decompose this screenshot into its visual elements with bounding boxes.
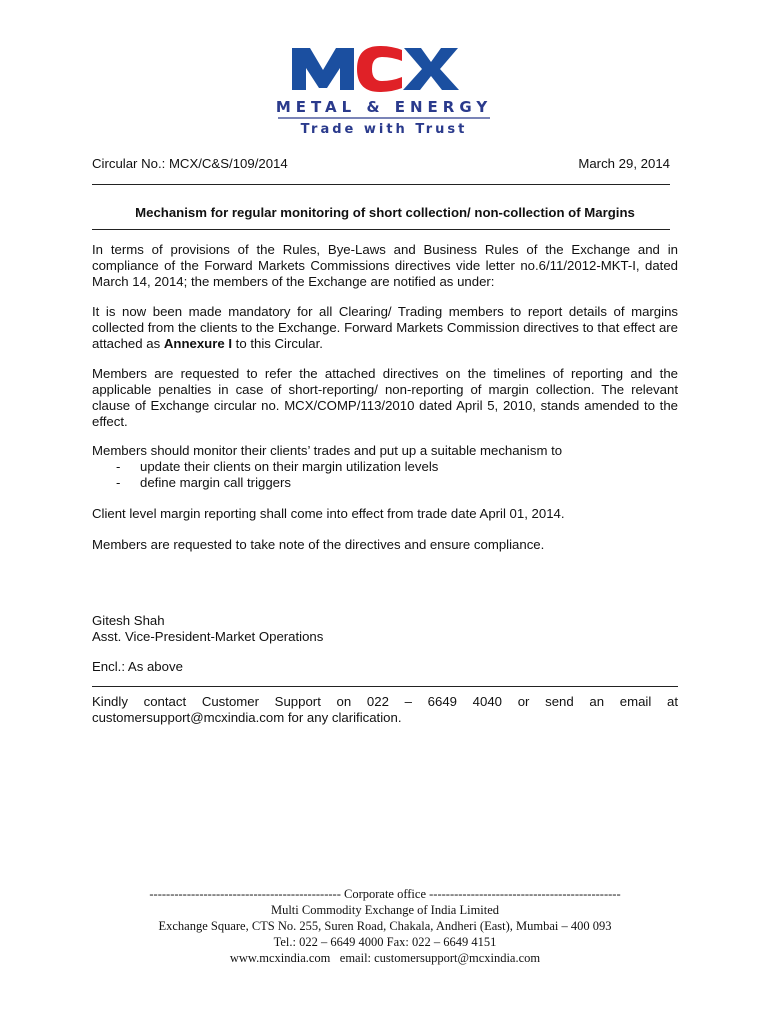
logo-line1: METAL & ENERGY	[275, 98, 493, 116]
footer-web: www.mcxindia.com email: customersupport@mcxindia.com	[229, 951, 541, 965]
footer-company: Multi Commodity Exchange of India Limited	[270, 903, 500, 917]
circular-header	[92, 156, 670, 172]
enclosure-note: Encl.: As above	[92, 659, 183, 674]
header-rule	[92, 184, 670, 185]
paragraph-intro: In terms of provisions of the Rules, Bye-Laws and Business Rules of the Exchange and in compliance of the Forward Markets Commissions directives vide letter no.6/11/2012-MKT-I, dated March 14, 2014; the members of the Exchange are notified as under:	[92, 242, 678, 289]
list-item	[116, 459, 636, 475]
monitor-bullet-list	[116, 459, 636, 491]
bullet-text: update their clients on their margin utilization levels	[140, 459, 439, 474]
list-item	[116, 475, 636, 491]
bullet-dash: -	[116, 459, 121, 474]
paragraph-directives: Members are requested to refer the attached directives on the timelines of reporting and the applicable penalties in case of short-reporting/ non-reporting of margin collection. The relevant clause of Exchange circular no. MCX/COMP/113/2010 dated April 5, 2010, stands amended to the effect.	[92, 366, 678, 429]
mcx-logo	[262, 44, 506, 140]
footer-address: Exchange Square, CTS No. 255, Suren Road, Chakala, Andheri (East), Mumbai – 400 093	[158, 919, 612, 933]
contact-note: Kindly contact Customer Support on 022 – 6649 4040 or send an email at customersupport@mcxindia.com for any clarification.	[92, 694, 678, 725]
paragraph-mandate-tail: to this Circular.	[232, 336, 323, 351]
logo-letter-m	[292, 48, 354, 90]
bullet-text: define margin call triggers	[140, 475, 291, 490]
mcx-logo-graphic	[262, 44, 506, 140]
corporate-footer	[92, 886, 678, 966]
paragraph-compliance: Members are requested to take note of the directives and ensure compliance.	[92, 537, 545, 552]
signatory-name: Gitesh Shah	[92, 613, 165, 628]
bullet-dash: -	[116, 475, 121, 490]
contact-rule	[92, 686, 678, 687]
paragraph-mandate-text: It is now been made mandatory for all Clearing/ Trading members to report details of margins collected from the clients to the Exchange. Forward Markets Commission directives to that effect are attached as	[92, 304, 678, 351]
logo-line2: Trade with Trust	[300, 122, 468, 137]
paragraph-monitor: Members should monitor their clients’ trades and put up a suitable mechanism to	[92, 443, 563, 458]
paragraph-effective-date: Client level margin reporting shall come into effect from trade date April 01, 2014.	[92, 506, 565, 521]
logo-letter-x	[403, 48, 459, 90]
subject-rule	[92, 229, 670, 230]
circular-date: March 29, 2014	[578, 156, 670, 171]
paragraph-mandate	[92, 304, 678, 352]
footer-heading: ---------------------------------------------- Corporate office ----------------------------------------------	[149, 887, 621, 901]
footer-phone: Tel.: 022 – 6649 4000 Fax: 022 – 6649 4151	[273, 935, 497, 949]
subject-heading: Mechanism for regular monitoring of short collection/ non-collection of Margins	[135, 205, 635, 220]
annexure-reference: Annexure I	[163, 336, 233, 351]
circular-number: Circular No.: MCX/C&S/109/2014	[92, 156, 288, 171]
signatory-title: Asst. Vice-President-Market Operations	[92, 629, 324, 644]
logo-letter-c	[357, 46, 402, 92]
